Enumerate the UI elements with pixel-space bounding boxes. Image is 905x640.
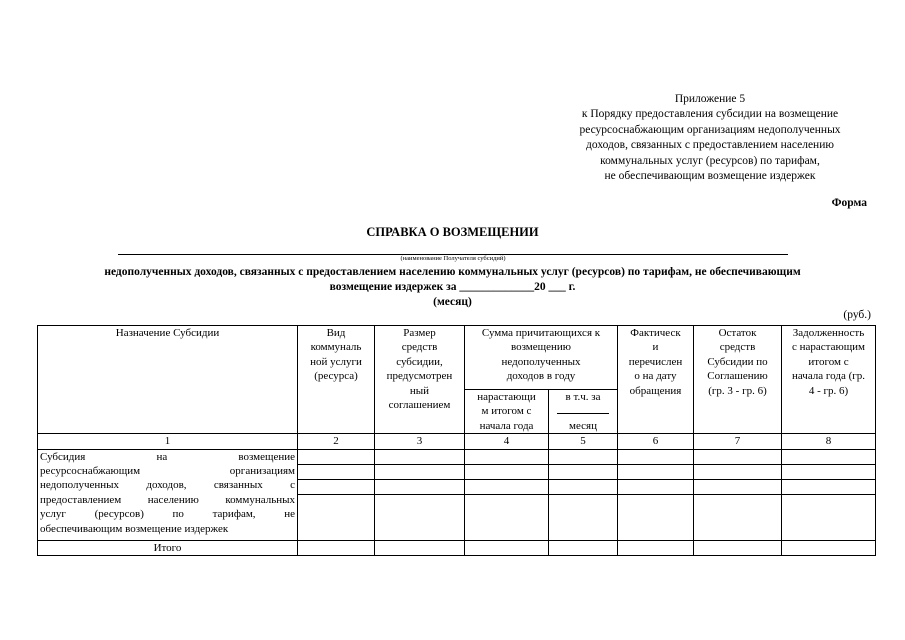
data-cell[interactable] <box>465 464 549 479</box>
appendix-line: Приложение 5 <box>674 93 746 105</box>
data-cell[interactable] <box>465 479 549 494</box>
total-cell[interactable] <box>694 540 782 555</box>
header-monthly: в т.ч. за месяц <box>549 390 618 434</box>
appendix-line: к Порядку предоставления субсидии на возмещение <box>581 108 839 121</box>
data-cell[interactable] <box>694 494 782 540</box>
data-cell[interactable] <box>549 479 618 494</box>
data-cell[interactable] <box>465 494 549 540</box>
month-caption: (месяц) <box>433 296 472 308</box>
appendix-line: не обеспечивающим возмещение издержек <box>604 170 816 183</box>
total-cell[interactable] <box>375 540 465 555</box>
subsidy-purpose-cell: Субсидия на возмещение ресурсоснабжающим организациям недополученных доходов, связанных с предоставлением населению коммунальных услуг (ресурсов) по тарифам, не обеспечивающим возмещение издержек <box>38 449 298 540</box>
document-subtitle <box>0 265 905 294</box>
data-cell[interactable] <box>298 479 375 494</box>
data-cell[interactable] <box>298 464 375 479</box>
subsidy-row <box>38 449 876 464</box>
subsidy-table <box>37 325 876 556</box>
header-remaining-funds: Остаток средств Субсидии по Соглашению (гр. 3 - гр. 6) <box>694 326 782 434</box>
data-cell[interactable] <box>465 449 549 464</box>
column-number: 7 <box>694 434 782 449</box>
data-cell[interactable] <box>375 494 465 540</box>
header-debt: Задолженность с нарастающим итогом с начала года (гр. 4 - гр. 6) <box>782 326 876 434</box>
data-cell[interactable] <box>549 464 618 479</box>
total-label: Итого <box>38 540 298 555</box>
header-subsidy-amount: Размер средств субсидии, предусмотрен ный соглашением <box>375 326 465 434</box>
appendix-line: доходов, связанных с предоставлением населению <box>586 139 834 152</box>
total-cell[interactable] <box>549 540 618 555</box>
data-cell[interactable] <box>298 494 375 540</box>
header-cumulative: нарастающи м итогом с начала года <box>465 390 549 434</box>
data-cell[interactable] <box>782 479 876 494</box>
data-cell[interactable] <box>694 449 782 464</box>
data-cell[interactable] <box>618 494 694 540</box>
total-cell[interactable] <box>465 540 549 555</box>
total-cell[interactable] <box>618 540 694 555</box>
header-due-compensation: Сумма причитающихся к возмещению недополученных доходов в году <box>465 326 618 390</box>
data-cell[interactable] <box>782 449 876 464</box>
header-actually-transferred: Фактическ и перечислен о на дату обращения <box>618 326 694 434</box>
data-cell[interactable] <box>618 479 694 494</box>
column-number: 2 <box>298 434 375 449</box>
total-row <box>38 540 876 555</box>
data-cell[interactable] <box>375 449 465 464</box>
column-number: 6 <box>618 434 694 449</box>
appendix-line: ресурсоснабжающим организациям недополученных <box>579 123 841 136</box>
appendix-header <box>545 92 875 184</box>
data-cell[interactable] <box>549 494 618 540</box>
month-blank-line <box>557 413 609 414</box>
recipient-caption: (наименование Получателя субсидий) <box>400 255 506 262</box>
header-service-type: Вид коммуналь ной услуги (ресурса) <box>298 326 375 434</box>
appendix-line: коммунальных услуг (ресурсов) по тарифам, <box>600 154 820 167</box>
data-cell[interactable] <box>375 464 465 479</box>
data-cell[interactable] <box>298 449 375 464</box>
column-number: 4 <box>465 434 549 449</box>
total-cell[interactable] <box>782 540 876 555</box>
total-cell[interactable] <box>298 540 375 555</box>
column-number: 3 <box>375 434 465 449</box>
subtitle-line: недополученных доходов, связанных с предоставлением населению коммунальных услуг (ресурсов) по тарифам, не обеспечивающим <box>104 266 801 278</box>
document-title: СПРАВКА О ВОЗМЕЩЕНИИ <box>366 225 539 239</box>
data-cell[interactable] <box>618 464 694 479</box>
column-numbers-row <box>38 434 876 449</box>
data-cell[interactable] <box>782 494 876 540</box>
data-cell[interactable] <box>694 464 782 479</box>
data-cell[interactable] <box>694 479 782 494</box>
subtitle-line: возмещение издержек за _____________20 ___ г. <box>329 280 576 293</box>
data-cell[interactable] <box>618 449 694 464</box>
data-cell[interactable] <box>375 479 465 494</box>
column-number: 5 <box>549 434 618 449</box>
data-cell[interactable] <box>782 464 876 479</box>
form-label: Форма <box>831 197 867 209</box>
currency-unit: (руб.) <box>843 309 871 321</box>
column-number: 8 <box>782 434 876 449</box>
data-cell[interactable] <box>549 449 618 464</box>
header-purpose: Назначение Субсидии <box>38 326 298 434</box>
column-number: 1 <box>38 434 298 449</box>
